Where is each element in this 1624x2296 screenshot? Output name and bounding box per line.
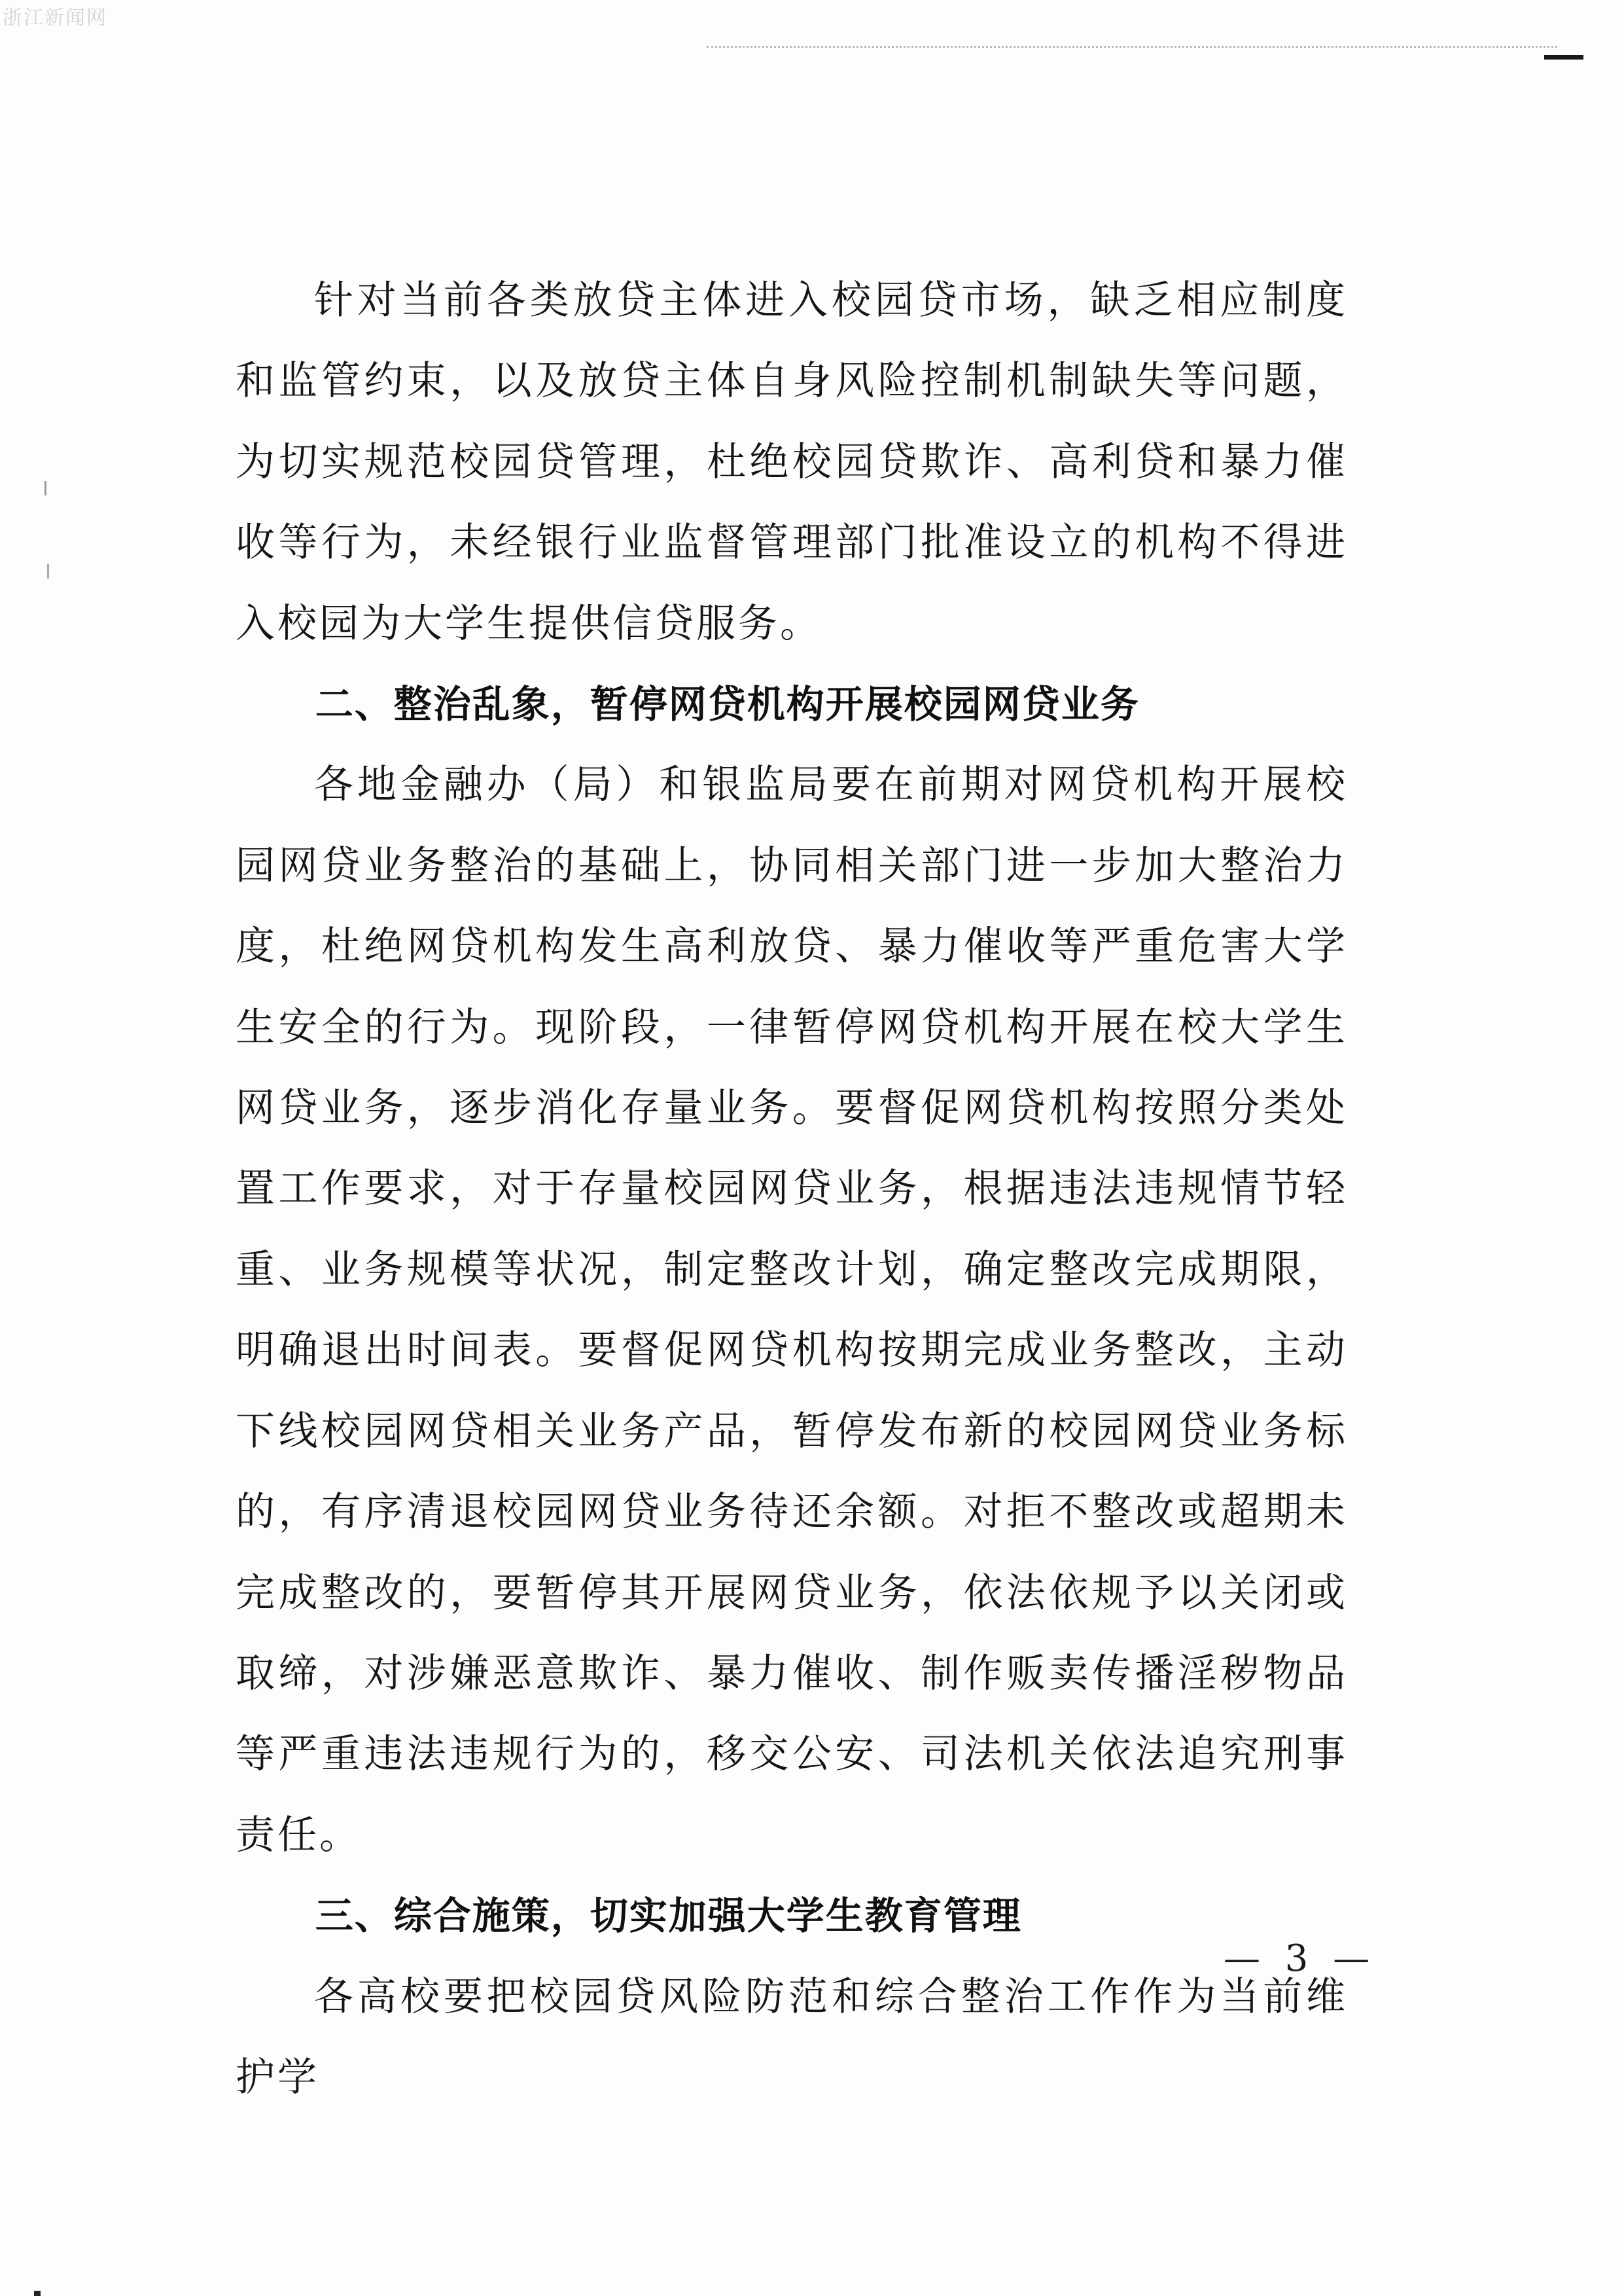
section-heading-2: 二、整治乱象，暂停网贷机构开展校园网贷业务 [315, 682, 1140, 727]
top-dotted-rule [707, 46, 1557, 48]
scan-speck [34, 2291, 41, 2296]
paragraph-2: 各地金融办（局）和银监局要在前期对网贷机构开展校园网贷业务整治的基础上，协同相关部门进一步加大整治力度，杜绝网贷机构发生高利放贷、暴力催收等严重危害大学生安全的行为。现阶段，一律暂停网贷机构开展在校大学生网贷业务，逐步消化存量业务。要督促网贷机构按照分类处置工作要求，对于存量校园网贷业务，根据违法违规情节轻重、业务规模等状况，制定整改计划，确定整改完成期限，明确退出时间表。要督促网贷机构按期完成业务整改，主动下线校园网贷相关业务产品，暂停发布新的校园网贷业务标的，有序清退校园网贷业务待还余额。对拒不整改或超期未完成整改的，要暂停其开展网贷业务，依法依规予以关闭或取缔，对涉嫌恶意欺诈、暴力催收、制作贩卖传播淫秽物品等严重违法违规行为的，移交公安、司法机关依法追究刑事责任。 [236, 762, 1348, 1858]
watermark-logo: 浙江新闻网 [3, 7, 107, 29]
page-number: — 3 — [1224, 1937, 1377, 1980]
document-body [236, 260, 1348, 2118]
scan-speck [47, 564, 49, 579]
paragraph-3: 各高校要把校园贷风险防范和综合整治工作作为当前维护学 [236, 1973, 1348, 2100]
top-rule-mark [1544, 55, 1583, 60]
section-heading-3: 三、综合施策，切实加强大学生教育管理 [315, 1893, 1022, 1939]
paragraph-1: 针对当前各类放贷主体进入校园贷市场，缺乏相应制度和监管约束，以及放贷主体自身风险控制机制缺失等问题，为切实规范校园贷管理，杜绝校园贷欺诈、高利贷和暴力催收等行为，未经银行业监督管理部门批准设立的机构不得进入校园为大学生提供信贷服务。 [236, 278, 1348, 647]
scan-speck [44, 481, 46, 495]
